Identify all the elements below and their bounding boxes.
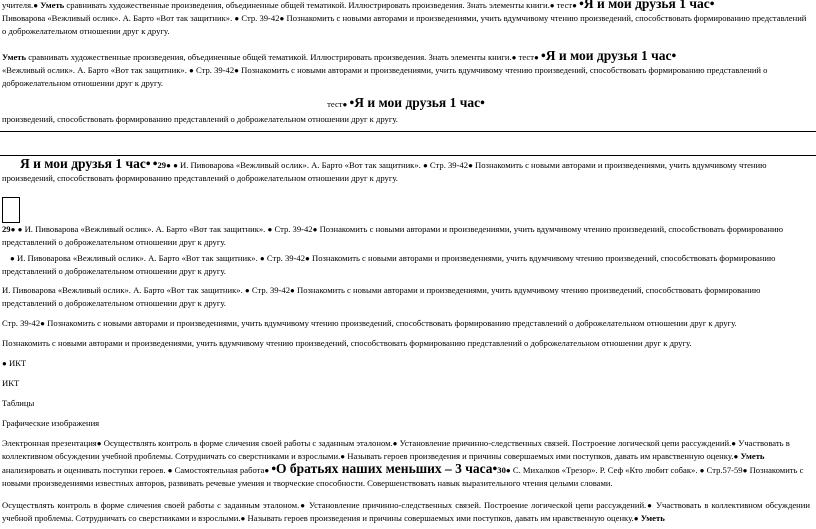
bullet-icon: ● [633,514,639,523]
text-fragment: Познакомить с новыми авторами и произведениями, учить вдумчивому чтению произведений, способствовать формированию представлений о доброжелательном отношении друг к другу. [2,224,784,247]
text-fragment: И. Пивоварова «Вежливый ослик». А. Барто «Вот так защитник». [177,160,423,170]
text-fragment: Стр. 39-42 [264,253,305,263]
paragraph-9: Познакомить с новыми авторами и произведениями, учить вдумчивому чтению произведений, способствовать формированию представлений о доброжелательном отношении друг к другу. [2,338,692,348]
bold-term: Уметь [40,0,65,10]
bullet-icon: ● [33,1,39,10]
section-heading: •Я и мои друзья 1 час• [540,48,677,63]
paragraph-5 [2,223,810,248]
paragraph-10 [2,357,810,370]
paragraph-4 [2,158,810,184]
bullet-icon: ● [189,66,194,75]
empty-frame [2,197,20,223]
text-fragment: Познакомить с новыми авторами и произведениями, учить вдумчивому чтению произведений, способствовать формированию представлений о доброжелательном отношении друг к другу. [44,318,737,328]
bullet-icon: ● [312,225,318,234]
text-fragment: Установление причинно-следственных связей. Построение логической цепи рассуждений. [397,438,732,448]
bullet-icon: ● [17,225,23,234]
paragraph-6 [2,252,810,277]
text-fragment: анализировать и оценивать поступки героев. [2,465,168,475]
bullet-icon: ● [279,14,285,23]
section-heading: •О братьях наших меньших – 3 часа• [271,461,498,476]
text-fragment: тест [554,0,573,10]
paragraph-15 [2,499,810,525]
bullet-icon: • [152,156,158,171]
bullet-icon: ● [166,161,171,170]
text-fragment: Стр. 39-42 [239,13,280,23]
paragraph-11: ИКТ [2,378,20,388]
bold-term: Уметь [640,513,665,523]
text-fragment: С. Михалков «Трезор». Р. Сеф «Кто любит собак». [510,465,700,475]
bullet-icon: ● [422,161,428,170]
bullet-icon: ● [511,53,517,62]
section-heading: •Я и мои друзья 1 час• [349,95,485,110]
text-fragment: Стр. 39-42 [249,285,291,295]
bullet-icon: ● [392,439,398,448]
text-fragment: Называть героев произведения и причины совершаемых ими поступков, давать им нравственную оценку. [345,451,734,461]
paragraph-3-body: произведений, способствовать формированию представлений о доброжелательном отношении друг к другу. [2,114,398,124]
text-fragment: И. Пивоварова «Вежливый ослик». А. Барто «Вот так защитник». [22,224,268,234]
text-fragment: Стр.57-59 [704,465,743,475]
bold-term: Уметь [740,451,765,461]
lesson-number: 29 [2,224,11,234]
lesson-number: 29 [157,160,167,170]
text-fragment: Осуществлять контроль в форме сличения своей работы с заданным эталоном. [2,500,300,510]
bullet-icon: ● [340,452,346,461]
bullet-icon: ● [2,359,7,368]
text-fragment: Участвовать в коллективном обсуждении учебной проблемы. Сотрудничать со сверстниками и взрослыми. [2,500,810,523]
bullet-icon: ● [299,501,306,510]
bullet-icon: ● [167,466,173,475]
bullet-icon: ● [240,514,246,523]
paragraph-14 [2,437,810,489]
bullet-icon: ● [342,100,348,109]
text-fragment: Называть героев произведения и причины совершаемых ими поступков, давать им нравственную оценку. [245,513,634,523]
divider-line [0,131,816,132]
text-fragment: Стр. 39-42 [272,224,313,234]
paragraph-12: Таблицы [2,398,35,408]
bullet-icon: ● [699,466,705,475]
bullet-icon: ● [173,161,178,170]
bullet-icon: ● [305,254,310,263]
text-fragment: Познакомить с новыми авторами и произведениями, учить вдумчивому чтению произведений, способствовать формированию представлений о доброжелательном отношении друг к другу. [2,160,767,183]
section-heading: •Я и мои друзья 1 час• [579,0,715,11]
text-fragment: тест [327,99,343,109]
text-fragment: Познакомить с новыми авторами и произведениями, учить вдумчивому чтению произведений, способствовать формированию представлений о доброжелательном отношении друг к другу. [2,13,807,36]
lesson-number: 30 [497,465,506,475]
text-fragment: Электронная презентация [2,438,97,448]
text-fragment: И. Пивоварова «Вежливый ослик». А. Барто «Вот так защитник». [2,285,245,295]
bullet-icon: ● [468,161,473,170]
paragraph-8 [2,317,810,330]
bullet-icon: ● [646,501,653,510]
text-fragment: тест [516,52,534,62]
text-fragment: Познакомить с новыми авторами и произведениями, учить вдумчивому чтению произведений, способствовать формированию представлений о доброжелательном отношении друг к другу. [2,65,768,88]
text-fragment: Познакомить с новыми авторами и произведениями, учить вдумчивому чтению произведений, способствовать формированию представлений о доброжелательном отношении друг к другу. [2,285,761,308]
paragraph-2 [2,50,810,89]
text-fragment: Стр. 39-42 [193,65,235,75]
text-fragment: Познакомить с новыми произведениями известных авторов, развивать речевые умения и творческие способности. Совершенствовать навык выразительного чтения целыми словами. [2,465,804,488]
bullet-icon: ● [742,466,748,475]
bullet-icon: ● [267,225,273,234]
text-fragment: учителя. [2,0,34,10]
bullet-icon: ● [40,319,45,328]
bullet-icon: ● [533,53,539,62]
bullet-icon: ● [505,466,511,475]
bullet-icon: ● [733,452,739,461]
text-fragment: ИКТ [6,358,27,368]
text-fragment: Установление причинно-следственных связей. Построение логической цепи рассуждений. [305,500,647,510]
text-fragment: Осуществлять контроль в форме сличения своей работы с заданным эталоном. [101,438,393,448]
bullet-icon: ● [244,286,250,295]
bullet-icon: ● [259,254,265,263]
text-fragment: сравнивать художественные произведения, объединенные общей тематикой. Иллюстрировать произведения. Знать элементы книги. [26,52,512,62]
paragraph-3 [2,97,810,111]
paragraph-1 [2,0,810,37]
bullet-icon: ● [10,225,16,234]
text-fragment: Познакомить с новыми авторами и произведениями, учить вдумчивому чтению произведений, способствовать формированию представлений о доброжелательном отношении друг к другу. [2,253,776,276]
bold-term: Уметь [2,52,27,62]
bullet-icon: ● [290,286,295,295]
text-fragment: И. Пивоварова «Вежливый ослик». А. Барто «Вот так защитник». [14,253,260,263]
section-heading: Я и мои друзья 1 час• [20,156,151,171]
bullet-icon: ● [10,254,15,263]
bullet-icon: ● [572,1,577,10]
bullet-icon: ● [731,439,737,448]
text-fragment: Самостоятельная работа [172,465,265,475]
paragraph-7 [2,284,810,309]
text-fragment: Стр. 39-42 [427,160,469,170]
bullet-icon: ● [234,66,239,75]
paragraph-13: Графические изображения [2,418,100,428]
text-fragment: «Вежливый ослик». А. Барто «Вот так защитник». [2,65,190,75]
text-fragment: Пивоварова «Вежливый ослик». А. Барто «Вот так защитник». [2,13,235,23]
bullet-icon: ● [234,14,240,23]
bullet-icon: ● [549,1,555,10]
text-fragment: Стр. 39-42 [2,318,41,328]
bullet-icon: ● [96,439,102,448]
text-fragment: Участвовать в коллективном обсуждении учебной проблемы. Сотрудничать со сверстниками и взрослыми. [2,438,790,461]
text-fragment: сравнивать художественные произведения, объединенные общей тематикой. Иллюстрировать произведения. Знать элементы книги. [64,0,550,10]
bullet-icon: ● [264,466,270,475]
